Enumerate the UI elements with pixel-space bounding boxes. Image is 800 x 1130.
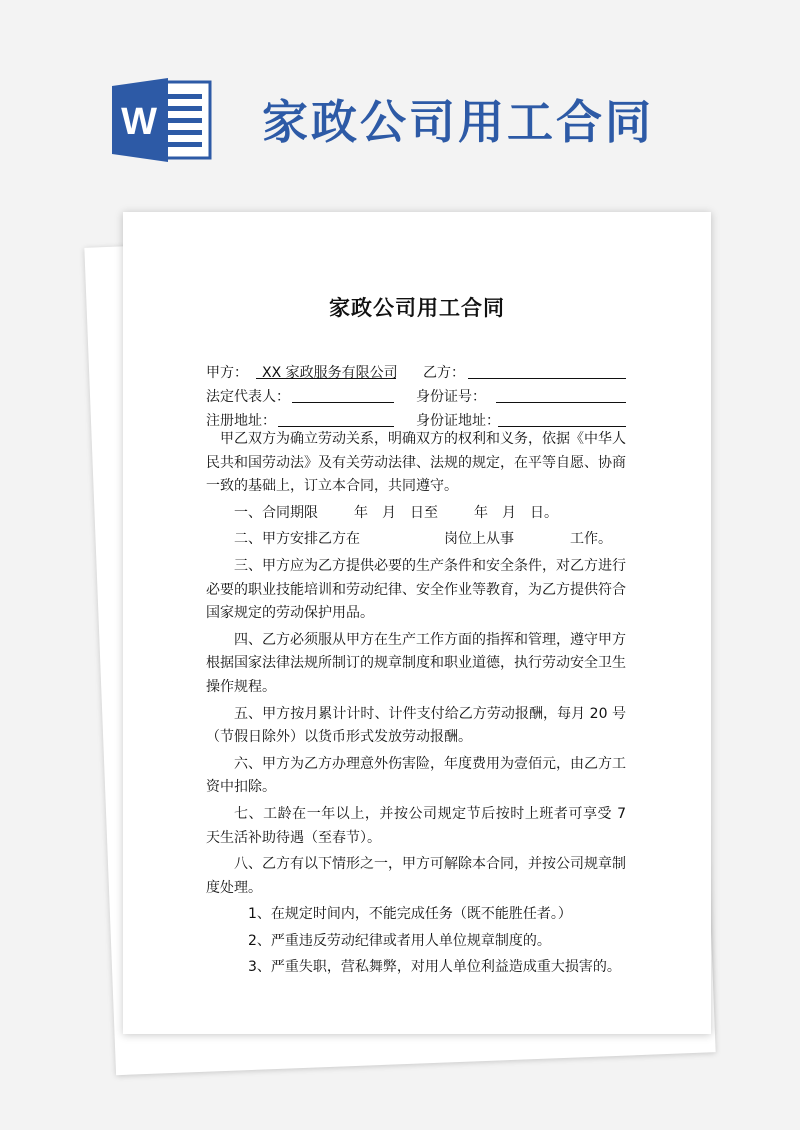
contract-body bbox=[206, 428, 626, 980]
address-row bbox=[206, 406, 626, 430]
id-number-field bbox=[496, 386, 626, 403]
party-a-label: 甲方： bbox=[206, 365, 248, 381]
clause-1-label: 一、合同期限 bbox=[234, 504, 318, 521]
clause-1-end-year: 年 bbox=[474, 504, 488, 521]
word-document-icon bbox=[112, 78, 214, 162]
banner bbox=[0, 0, 800, 210]
clause-1-end-day: 日。 bbox=[530, 504, 558, 521]
clause-1-year: 年 bbox=[354, 504, 368, 521]
clause-5: 五、甲方按月累计计时、计件支付给乙方劳动报酬，每月 20 号（节假日除外）以货币形式发放劳动报酬。 bbox=[206, 705, 626, 746]
clause-8-item-2: 2、严重违反劳动纪律或者用人单位规章制度的。 bbox=[248, 932, 551, 949]
clause-2 bbox=[206, 528, 626, 552]
reg-address-label: 注册地址： bbox=[206, 413, 276, 429]
clause-6: 六、甲方为乙方办理意外伤害险，年度费用为壹佰元，由乙方工资中扣除。 bbox=[206, 755, 626, 796]
clause-1-end-month: 月 bbox=[502, 504, 516, 521]
clause-2-label: 二、甲方安排乙方在 bbox=[234, 531, 360, 548]
id-address-label: 身份证地址： bbox=[416, 413, 500, 429]
clause-3: 三、甲方应为乙方提供必要的生产条件和安全条件，对乙方进行必要的职业技能培训和劳动纪律、安全作业等教育，为乙方提供符合国家规定的劳动保护用品。 bbox=[206, 557, 626, 622]
legal-rep-field bbox=[292, 386, 394, 403]
id-number-label: 身份证号： bbox=[416, 389, 486, 405]
clause-1 bbox=[206, 502, 626, 526]
clause-8: 八、乙方有以下情形之一，甲方可解除本合同，并按公司规章制度处理。 bbox=[206, 856, 626, 896]
banner-title: 家政公司用工合同 bbox=[262, 95, 654, 149]
clause-1-day-to: 日至 bbox=[410, 504, 438, 521]
clause-1-month: 月 bbox=[382, 504, 396, 521]
document-title: 家政公司用工合同 bbox=[329, 296, 505, 320]
document-page bbox=[123, 212, 711, 1034]
party-row bbox=[206, 358, 626, 382]
clause-8-item-1: 1、在规定时间内，不能完成任务（既不能胜任者。） bbox=[248, 906, 572, 923]
party-a-value: XX 家政服务有限公司 bbox=[262, 365, 398, 381]
party-b-label: 乙方： bbox=[423, 365, 465, 381]
clause-8-item-3: 3、严重失职，营私舞弊，对用人单位利益造成重大损害的。 bbox=[248, 959, 621, 976]
id-address-field bbox=[498, 410, 626, 427]
reg-address-field bbox=[278, 410, 394, 427]
party-fields bbox=[206, 358, 626, 430]
rep-row bbox=[206, 382, 626, 406]
clause-2-post: 岗位上从事 bbox=[444, 531, 514, 548]
party-b-field bbox=[468, 362, 626, 379]
clause-7: 七、工龄在一年以上，并按公司规定节后按时上班者可享受 7 天生活补助待遇（至春节）。 bbox=[206, 805, 626, 846]
intro-paragraph: 甲乙双方为确立劳动关系，明确双方的权利和义务，依据《中华人民共和国劳动法》及有关劳动法律、法规的规定，在平等自愿、协商一致的基础上，订立本合同，共同遵守。 bbox=[206, 431, 626, 495]
clause-4: 四、乙方必须服从甲方在生产工作方面的指挥和管理，遵守甲方根据国家法律法规所制订的规章制度和职业道德，执行劳动安全卫生操作规程。 bbox=[206, 631, 626, 695]
clause-2-work: 工作。 bbox=[570, 531, 612, 548]
legal-rep-label: 法定代表人： bbox=[206, 389, 290, 405]
word-icon-letter: W bbox=[121, 101, 157, 143]
